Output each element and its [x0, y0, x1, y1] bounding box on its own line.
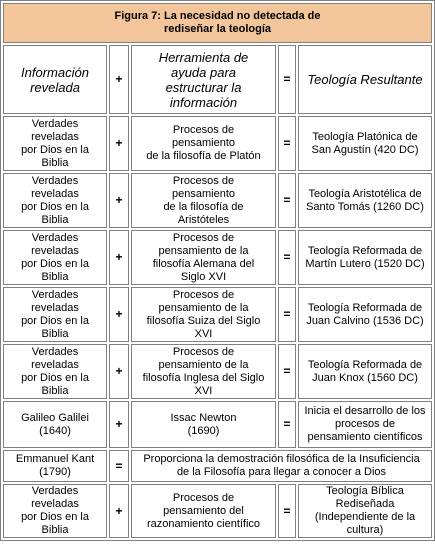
cell-line: Biblia: [41, 327, 69, 340]
header-information-line: revelada: [30, 79, 80, 95]
equals-sign: =: [278, 45, 296, 114]
cell-line: Verdades: [31, 117, 79, 130]
header-result: [298, 45, 432, 114]
cell-line: XVI: [194, 384, 213, 397]
header-result-line: Teología Resultante: [307, 72, 423, 87]
cell-line: Siglo XVI: [180, 270, 227, 283]
cell-line: pensamiento de la: [158, 358, 249, 371]
header-information: [3, 45, 107, 114]
equals-sign: =: [278, 173, 296, 228]
table-row: [3, 173, 432, 228]
header-tool-line: Herramienta de: [158, 49, 249, 65]
cell-line: Procesos de: [172, 124, 235, 136]
cell-tool: [131, 401, 276, 448]
cell-line: reveladas: [31, 187, 79, 200]
header-tool: [131, 45, 276, 114]
cell-line: Rediseñada: [335, 498, 395, 510]
kant-description: [131, 450, 432, 482]
cell-line: Procesos de: [172, 491, 235, 504]
cell-line: reveladas: [31, 130, 79, 143]
cell-result: [298, 401, 432, 448]
cell-line: Santo Tomás (1260 DC): [306, 200, 424, 213]
cell-tool: [131, 484, 276, 538]
equals-sign: =: [278, 344, 296, 399]
cell-line: Aristóteles: [177, 213, 230, 226]
cell-line: (1690): [187, 424, 220, 437]
cell-tool: [131, 173, 276, 228]
cell-information: [3, 450, 107, 482]
cell-result: [298, 116, 432, 171]
cell-line: cultura): [346, 524, 384, 536]
cell-line: Teología Aristotélica de: [308, 187, 422, 200]
cell-line: Juan Knox (1560 DC): [312, 371, 418, 384]
cell-result: [298, 344, 432, 399]
cell-line: Verdades: [31, 231, 79, 244]
cell-line: pensamiento del: [163, 504, 244, 517]
title-line-2: rediseñar la teología: [164, 23, 271, 35]
table-row: [3, 344, 432, 399]
cell-line: Biblia: [41, 384, 69, 397]
cell-line: filosofía Alemana del: [152, 257, 255, 270]
header-row: [3, 45, 432, 114]
header-tool-line: ayuda para: [170, 64, 237, 80]
cell-line: Martín Lutero (1520 DC): [305, 257, 425, 270]
cell-line: Teología Reformada de: [307, 301, 423, 314]
cell-result: [298, 173, 432, 228]
cell-result: [298, 287, 432, 342]
cell-line: por Dios en la: [21, 314, 89, 327]
cell-line: Proporciona la demostración filosófica de la Insuficiencia: [143, 453, 420, 465]
cell-line: Procesos de: [172, 288, 235, 301]
cell-line: por Dios en la: [21, 257, 89, 270]
equals-sign: =: [278, 116, 296, 171]
cell-line: Juan Calvino (1536 DC): [306, 314, 424, 327]
cell-line: por Dios en la: [21, 143, 89, 156]
cell-line: reveladas: [31, 301, 79, 314]
cell-line: filosofía Suiza del Siglo: [146, 314, 261, 327]
plus-sign: +: [109, 401, 129, 448]
cell-line: Teología Reformada de: [307, 244, 423, 257]
table-row: [3, 230, 432, 285]
header-information-line: Información: [21, 64, 89, 80]
cell-line: Verdades: [31, 174, 79, 187]
cell-information: [3, 287, 107, 342]
table-row: [3, 116, 432, 171]
cell-line: XVI: [194, 327, 213, 340]
cell-line: Verdades: [31, 485, 79, 497]
cell-line: Teología Platónica de: [312, 130, 418, 143]
table-row: [3, 401, 432, 448]
cell-line: de la filosofía de: [163, 200, 244, 213]
cell-line: Procesos de: [172, 345, 235, 358]
equals-sign: =: [278, 287, 296, 342]
plus-sign: +: [109, 287, 129, 342]
cell-line: Galileo Galilei: [21, 411, 89, 424]
cell-line: por Dios en la: [21, 511, 89, 523]
cell-line: Teología Reformada de: [307, 358, 423, 371]
cell-line: Teología Bíblica: [326, 485, 404, 497]
equals-sign: =: [109, 450, 129, 482]
plus-sign: +: [109, 344, 129, 399]
cell-line: Verdades: [31, 345, 79, 358]
cell-tool: [131, 116, 276, 171]
cell-line: San Agustín (420 DC): [311, 143, 419, 156]
cell-line: pensamiento científicos: [307, 431, 423, 443]
cell-line: por Dios en la: [21, 200, 89, 213]
cell-information: [3, 484, 107, 538]
cell-result: [298, 484, 432, 538]
cell-line: pensamiento: [172, 137, 235, 149]
cell-line: pensamiento: [172, 187, 235, 200]
plus-sign: +: [109, 45, 129, 114]
equals-sign: =: [278, 401, 296, 448]
table-row: [3, 484, 432, 538]
cell-tool: [131, 287, 276, 342]
cell-line: Issac Newton: [170, 411, 237, 424]
equals-sign: =: [278, 484, 296, 538]
cell-line: (Independiente de la: [314, 511, 416, 523]
cell-line: por Dios en la: [21, 371, 89, 384]
plus-sign: +: [109, 173, 129, 228]
cell-line: de la filosofía de Platón: [146, 150, 261, 162]
header-tool-line: estructurar la: [165, 79, 242, 95]
cell-tool: [131, 344, 276, 399]
cell-line: Procesos de: [172, 174, 235, 187]
cell-line: pensamiento de la: [158, 244, 249, 257]
cell-line: procesos de: [335, 418, 395, 430]
cell-line: Emmanuel Kant: [15, 453, 95, 465]
cell-line: de la Filosofía para llegar a conocer a Dios: [176, 466, 387, 478]
cell-line: (1640): [39, 424, 71, 437]
table-row: [3, 287, 432, 342]
cell-line: (1790): [39, 466, 71, 478]
plus-sign: +: [109, 116, 129, 171]
cell-information: [3, 116, 107, 171]
cell-line: reveladas: [31, 244, 79, 257]
cell-line: pensamiento de la: [158, 301, 249, 314]
kant-row: [3, 450, 432, 482]
equals-sign: =: [278, 230, 296, 285]
cell-line: Biblia: [41, 213, 69, 226]
title-line-1: Figura 7: La necesidad no detectada de: [114, 10, 321, 22]
cell-line: Biblia: [41, 524, 69, 536]
cell-line: Procesos de: [172, 231, 235, 244]
cell-line: Verdades: [31, 288, 79, 301]
cell-tool: [131, 230, 276, 285]
figure-title: [3, 3, 432, 43]
cell-result: [298, 230, 432, 285]
cell-line: reveladas: [31, 498, 79, 510]
plus-sign: +: [109, 484, 129, 538]
cell-line: razonamiento científico: [146, 517, 261, 530]
cell-line: Inicia el desarrollo de los: [304, 405, 426, 417]
cell-line: Biblia: [41, 270, 69, 283]
plus-sign: +: [109, 230, 129, 285]
cell-line: Biblia: [41, 156, 69, 169]
header-tool-line: información: [169, 94, 238, 110]
cell-information: [3, 230, 107, 285]
cell-information: [3, 401, 107, 448]
cell-information: [3, 173, 107, 228]
cell-line: filosofía Inglesa del Siglo: [142, 371, 265, 384]
cell-information: [3, 344, 107, 399]
cell-line: reveladas: [31, 358, 79, 371]
